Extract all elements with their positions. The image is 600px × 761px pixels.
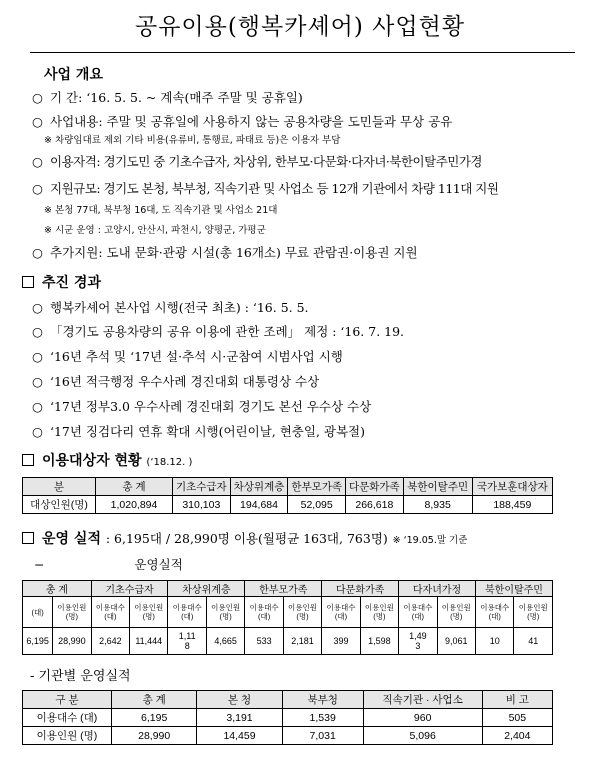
overview-note-cost: ※ 차량임대료 제외 기타 비용(유류비, 통행료, 파태료 등)은 이용자 부담: [44, 135, 341, 146]
page-title: 공유이용(행복카셰어) 사업현황: [134, 14, 466, 40]
target-heading: 이용대상자 현황 (‘18.12. ): [22, 452, 192, 472]
operation-subheading: − 운영실적: [34, 557, 183, 572]
overview-heading: 사업 개요: [44, 67, 103, 83]
progress-item: ○ ‘17년 징검다리 연휴 확대 시행(어린이날, 현충일, 광복절): [32, 424, 365, 439]
table-row: 이용대수 (대) 6,195 3,191 1,539 960 505: [23, 709, 553, 727]
overview-note-cities: ※ 시군 운영 : 고양시, 안산시, 파천시, 양평군, 가평군: [44, 225, 266, 236]
overview-item-scale: ○ 지원규모: 경기도 본청, 북부청, 직속기관 및 사업소 등 12개 기관에서 차량 111대 지원: [32, 181, 499, 196]
progress-item: ○ ‘16년 적극행정 우수사례 경진대회 대통령상 수상: [32, 374, 320, 389]
overview-note-vehicles: ※ 본청 77대, 북부청 16대, 도 직속기관 및 사업소 21대: [44, 205, 278, 216]
table-row: 6,195 28,990 2,642 11,444 1,11 8 4,665 533 2,181 399 1,598 1,49 3 9,061 10 41: [23, 628, 553, 655]
agency-heading: - 기관별 운영실적: [30, 669, 131, 684]
overview-item-content: ○ 사업내용: 주말 및 공휴일에 사용하지 않는 공용차량을 도민들과 무상 공유: [32, 114, 453, 129]
square-bullet-icon: [22, 276, 34, 288]
table-header-row: 분 총 계 기초수급자 차상위계층 한부모가족 다문화가족 북한이탈주민 국가보훈대상자: [23, 478, 553, 496]
overview-item-period: ○ 기 간: ‘16. 5. 5. ~ 계속(매주 주말 및 공휴일): [32, 90, 303, 105]
target-table: [22, 477, 553, 514]
square-bullet-icon: [22, 532, 34, 544]
operation-table: [22, 580, 553, 655]
agency-table: [22, 690, 553, 745]
table-subheader-row: (대) 이용인원 (명) 이용대수 (대) 이용인원 (명) 이용대수 (대) 이용인원 (명) 이용대수 (대) 이용인원 (명) 이용대수 (대) 이용인원 (명) 이용대수 (대) 이용인원 (명) 이용대수 (대) 이용인원 (명): [23, 597, 553, 628]
progress-item: ○ 「경기도 공용차량의 공유 이용에 관한 조례」 제정 : ‘16. 7. 19.: [32, 324, 405, 339]
square-bullet-icon: [22, 454, 34, 466]
progress-item: ○ 행복카셰어 본사업 시행(전국 최초) : ‘16. 5. 5.: [32, 300, 309, 315]
table-header-row: 구 분 총 계 본 청 북부청 직속기관 · 사업소 비 고: [23, 691, 553, 709]
overview-item-eligibility: ○ 이용자격: 경기도민 중 기초수급자, 차상위, 한부모·다문화·다자녀·북한이탈주민가경: [32, 154, 483, 169]
operation-heading: 운영 실적 : 6,195대 / 28,990명 이용(월평균 163대, 763명) ※ ‘19.05.말 기준: [22, 530, 467, 550]
progress-item: ○ ‘17년 정부3.0 우수사례 경진대회 경기도 본선 우수상 수상: [32, 399, 372, 414]
title-divider: [30, 52, 575, 53]
table-row: 이용인원 (명) 28,990 14,459 7,031 5,096 2,404: [23, 727, 553, 745]
progress-heading: 추진 경과: [22, 274, 101, 292]
table-row: 대상인원(명) 1,020,894 310,103 194,684 52,095 266,618 8,935 188,459: [23, 496, 553, 514]
overview-item-extra: ○ 추가지원: 도내 문화·관광 시설(총 16개소) 무료 관람권·이용권 지원: [32, 245, 418, 260]
table-header-row: 총 계 기초수급자 차상위계층 한부모가족 다문화가족 다자녀가정 북한이탈주민: [23, 581, 553, 597]
progress-item: ○ ‘16년 추석 및 ‘17년 설·추석 시·군참여 시범사업 시행: [32, 349, 343, 364]
